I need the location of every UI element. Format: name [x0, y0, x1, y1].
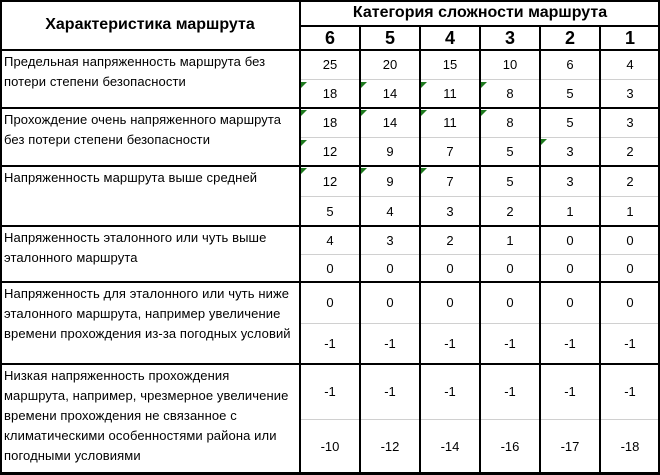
- value-cell: -1: [624, 384, 636, 399]
- value-cell: 0: [626, 232, 634, 248]
- category-number: 4: [444, 27, 455, 48]
- row-divider: [0, 165, 660, 167]
- value-cell: 5: [326, 203, 334, 219]
- value-cell: -1: [384, 384, 396, 399]
- row-label: Напряженность эталонного или чуть выше эталонного маршрута: [4, 230, 267, 265]
- category-number: 1: [624, 27, 635, 48]
- value-cell: 5: [506, 144, 514, 159]
- row-label: Напряженность для эталонного или чуть ниже эталонного маршрута, например увеличение времени прохождения из-за погодных условий: [4, 286, 291, 341]
- cell-marker: [481, 110, 487, 116]
- cell-marker: [301, 140, 307, 146]
- cell-marker: [541, 139, 547, 145]
- category-number: 3: [504, 27, 515, 48]
- value-cell: -1: [624, 336, 636, 351]
- value-cell: -1: [504, 336, 516, 351]
- category-number: 2: [564, 27, 575, 48]
- cell-marker: [301, 168, 307, 174]
- row-label: Напряженность маршрута выше средней: [4, 170, 258, 185]
- value-cell: 20: [382, 57, 398, 72]
- cell-marker: [421, 110, 427, 116]
- header-characteristic: Характеристика маршрута: [45, 16, 255, 33]
- value-cell: 0: [326, 295, 334, 310]
- column-divider: [479, 26, 481, 474]
- cell-marker: [361, 110, 367, 116]
- row-divider: [0, 281, 660, 283]
- value-cell: -18: [620, 439, 640, 454]
- value-cell: -17: [560, 439, 580, 454]
- cell-marker: [481, 82, 487, 88]
- value-cell: -1: [324, 336, 336, 351]
- cell-marker: [301, 82, 307, 88]
- value-cell: 4: [386, 203, 394, 219]
- row-label: Предельная напряженность маршрута без потери степени безопасности: [4, 54, 266, 89]
- cell-marker: [361, 168, 367, 174]
- row-label: Низкая напряженность прохождения маршрута, например, чрезмерное увеличение времени прохождения не связанное с климатическими особенностями района или погодными условиями: [4, 368, 289, 463]
- value-cell: 0: [446, 295, 454, 310]
- value-cell: 5: [566, 86, 574, 101]
- value-cell: 11: [443, 115, 457, 130]
- value-cell: 0: [446, 260, 454, 276]
- value-cell: 0: [506, 260, 514, 276]
- value-cell: 3: [626, 86, 634, 101]
- value-cell: 0: [626, 295, 634, 310]
- value-cell: 14: [382, 86, 398, 101]
- cell-marker: [421, 82, 427, 88]
- value-cell: 18: [322, 115, 338, 130]
- column-divider: [359, 26, 361, 474]
- value-cell: 1: [506, 232, 514, 248]
- value-cell: 5: [506, 173, 514, 189]
- column-divider: [419, 26, 421, 474]
- value-cell: -1: [564, 336, 576, 351]
- value-cell: 2: [626, 144, 634, 159]
- value-cell: -1: [384, 336, 396, 351]
- value-cell: 10: [502, 57, 518, 72]
- value-cell: 0: [626, 260, 634, 276]
- value-cell: 3: [566, 173, 574, 189]
- cell-marker: [361, 82, 367, 88]
- header-category: Категория сложности маршрута: [352, 4, 608, 21]
- cell-marker: [421, 168, 427, 174]
- value-cell: 0: [566, 295, 574, 310]
- value-cell: -1: [444, 384, 456, 399]
- row-label: Прохождение очень напряженного маршрута без потери степени безопасности: [4, 112, 282, 147]
- value-cell: 15: [442, 57, 458, 72]
- value-cell: 14: [382, 115, 398, 130]
- value-cell: 0: [326, 260, 334, 276]
- value-cell: 4: [626, 57, 634, 72]
- value-cell: 12: [322, 144, 338, 159]
- value-cell: -12: [380, 439, 400, 454]
- value-cell: -10: [320, 439, 340, 454]
- row-divider: [0, 49, 660, 51]
- value-cell: 7: [446, 173, 454, 189]
- value-cell: 0: [506, 295, 514, 310]
- value-cell: 6: [566, 57, 574, 72]
- value-cell: 4: [326, 232, 334, 248]
- table-left-border: [0, 0, 2, 474]
- column-divider: [539, 26, 541, 474]
- row-divider: [0, 225, 660, 227]
- value-cell: 12: [322, 173, 338, 189]
- value-cell: 2: [446, 232, 454, 248]
- value-cell: 0: [566, 232, 574, 248]
- value-cell: 5: [566, 115, 574, 130]
- value-cell: 7: [446, 144, 454, 159]
- value-cell: 3: [626, 115, 634, 130]
- category-number: 5: [384, 27, 395, 48]
- label-column-divider: [299, 0, 301, 474]
- value-cell: 8: [506, 86, 514, 101]
- table-top-border: [0, 0, 660, 2]
- value-cell: 25: [322, 57, 338, 72]
- row-divider: [0, 107, 660, 109]
- value-cell: 2: [626, 173, 634, 189]
- cell-marker: [301, 110, 307, 116]
- value-cell: 11: [443, 86, 457, 101]
- value-cell: 2: [506, 203, 514, 219]
- value-cell: 3: [446, 203, 454, 219]
- value-cell: 9: [386, 144, 394, 159]
- value-cell: 18: [322, 86, 338, 101]
- value-cell: 0: [566, 260, 574, 276]
- value-cell: -14: [440, 439, 460, 454]
- value-cell: 3: [566, 144, 574, 159]
- value-cell: 3: [386, 232, 394, 248]
- column-divider: [599, 26, 601, 474]
- value-cell: -1: [444, 336, 456, 351]
- category-number: 6: [324, 27, 335, 48]
- value-cell: 1: [566, 203, 574, 219]
- value-cell: -16: [500, 439, 520, 454]
- value-cell: 0: [386, 295, 394, 310]
- value-cell: -1: [324, 384, 336, 399]
- row-divider: [0, 363, 660, 365]
- value-cell: 0: [386, 260, 394, 276]
- value-cell: 9: [386, 173, 394, 189]
- value-cell: -1: [564, 384, 576, 399]
- value-cell: 1: [626, 203, 634, 219]
- value-cell: -1: [504, 384, 516, 399]
- value-cell: 8: [506, 115, 514, 130]
